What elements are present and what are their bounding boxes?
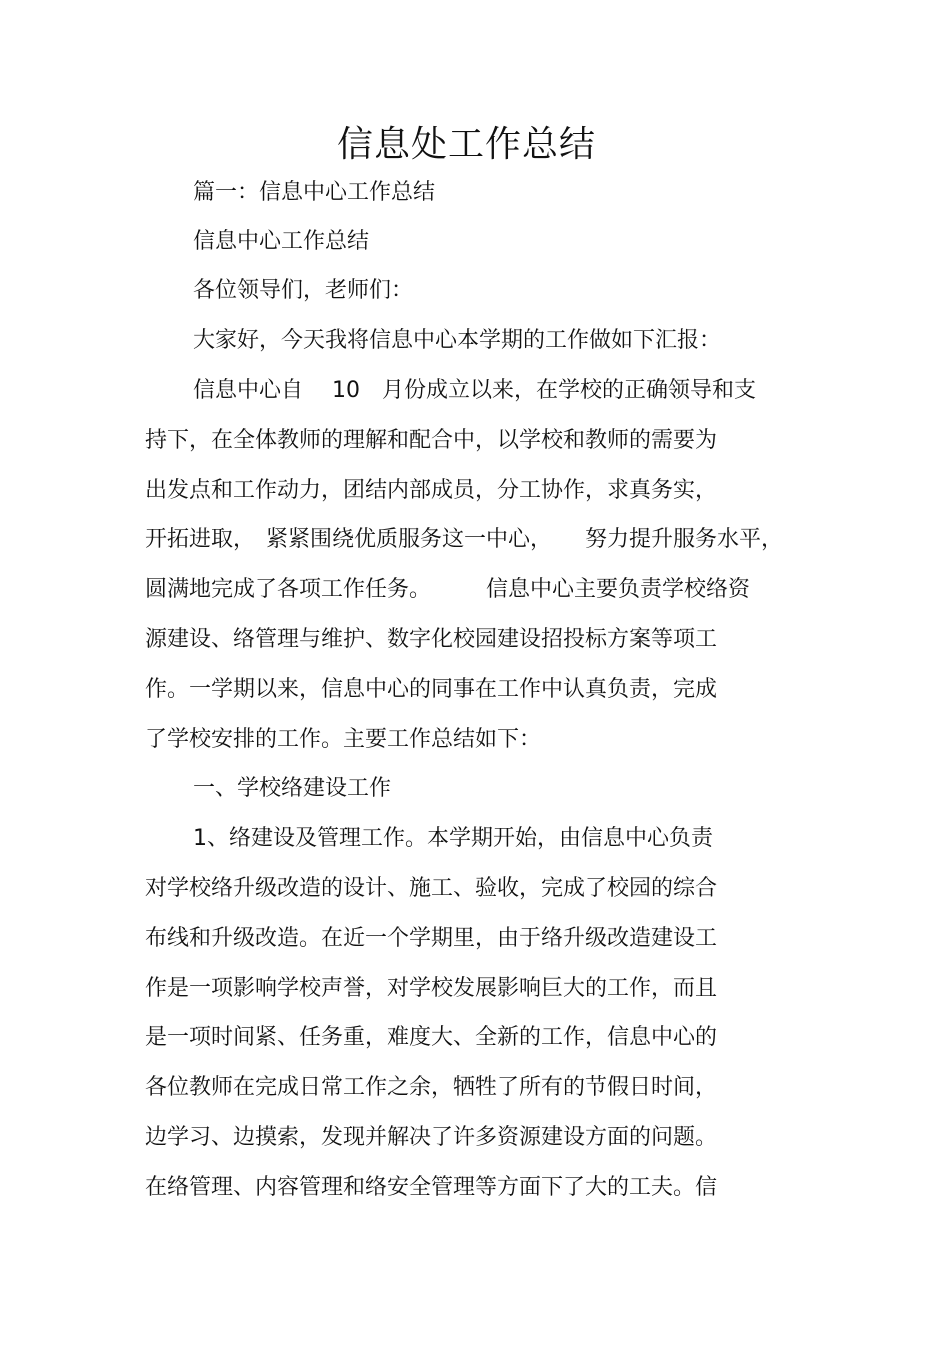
text-line: 是一项时间紧、任务重，难度大、全新的工作，信息中心的: [145, 1025, 718, 1050]
text-line: 各位教师在完成日常工作之余，牺牲了所有的节假日时间，: [145, 1075, 718, 1100]
text-line: 信息中心自 10 月份成立以来，在学校的正确领导和支: [193, 378, 756, 403]
text-line: 了学校安排的工作。主要工作总结如下：: [145, 727, 542, 752]
text-line: 在络管理、内容管理和络安全管理等方面下了大的工夫。信: [145, 1175, 718, 1200]
section-heading: 一、学校络建设工作: [193, 776, 392, 801]
text-line: 对学校络升级改造的设计、施工、验收，完成了校园的综合: [145, 876, 718, 901]
text-line: 大家好，今天我将信息中心本学期的工作做如下汇报：: [193, 328, 722, 353]
text-line: 出发点和工作动力，团结内部成员，分工协作，求真务实，: [145, 478, 718, 503]
text-line: 篇一：信息中心工作总结: [193, 180, 436, 205]
text-line: 圆满地完成了各项工作任务。 信息中心主要负责学校络资: [145, 577, 751, 602]
text-line: 作。一学期以来，信息中心的同事在工作中认真负责，完成: [145, 677, 718, 702]
text-line: 信息中心工作总结: [193, 229, 370, 254]
text-line: 源建设、络管理与维护、数字化校园建设招投标方案等项工: [145, 627, 718, 652]
text-line: 作是一项影响学校声誉，对学校发展影响巨大的工作，而且: [145, 976, 718, 1001]
text-line: 持下，在全体教师的理解和配合中，以学校和教师的需要为: [145, 428, 718, 453]
text-line: 边学习、边摸索，发现并解决了许多资源建设方面的问题。: [145, 1125, 718, 1150]
text-line: 1、络建设及管理工作。本学期开始，由信息中心负责: [193, 826, 713, 851]
text-line: 布线和升级改造。在近一个学期里，由于络升级改造建设工: [145, 926, 718, 951]
document-title: 信息处工作总结: [336, 124, 596, 165]
text-line: 各位领导们，老师们：: [193, 278, 414, 303]
text-line: 开拓进取， 紧紧围绕优质服务这一中心， 努力提升服务水平，: [145, 527, 784, 552]
